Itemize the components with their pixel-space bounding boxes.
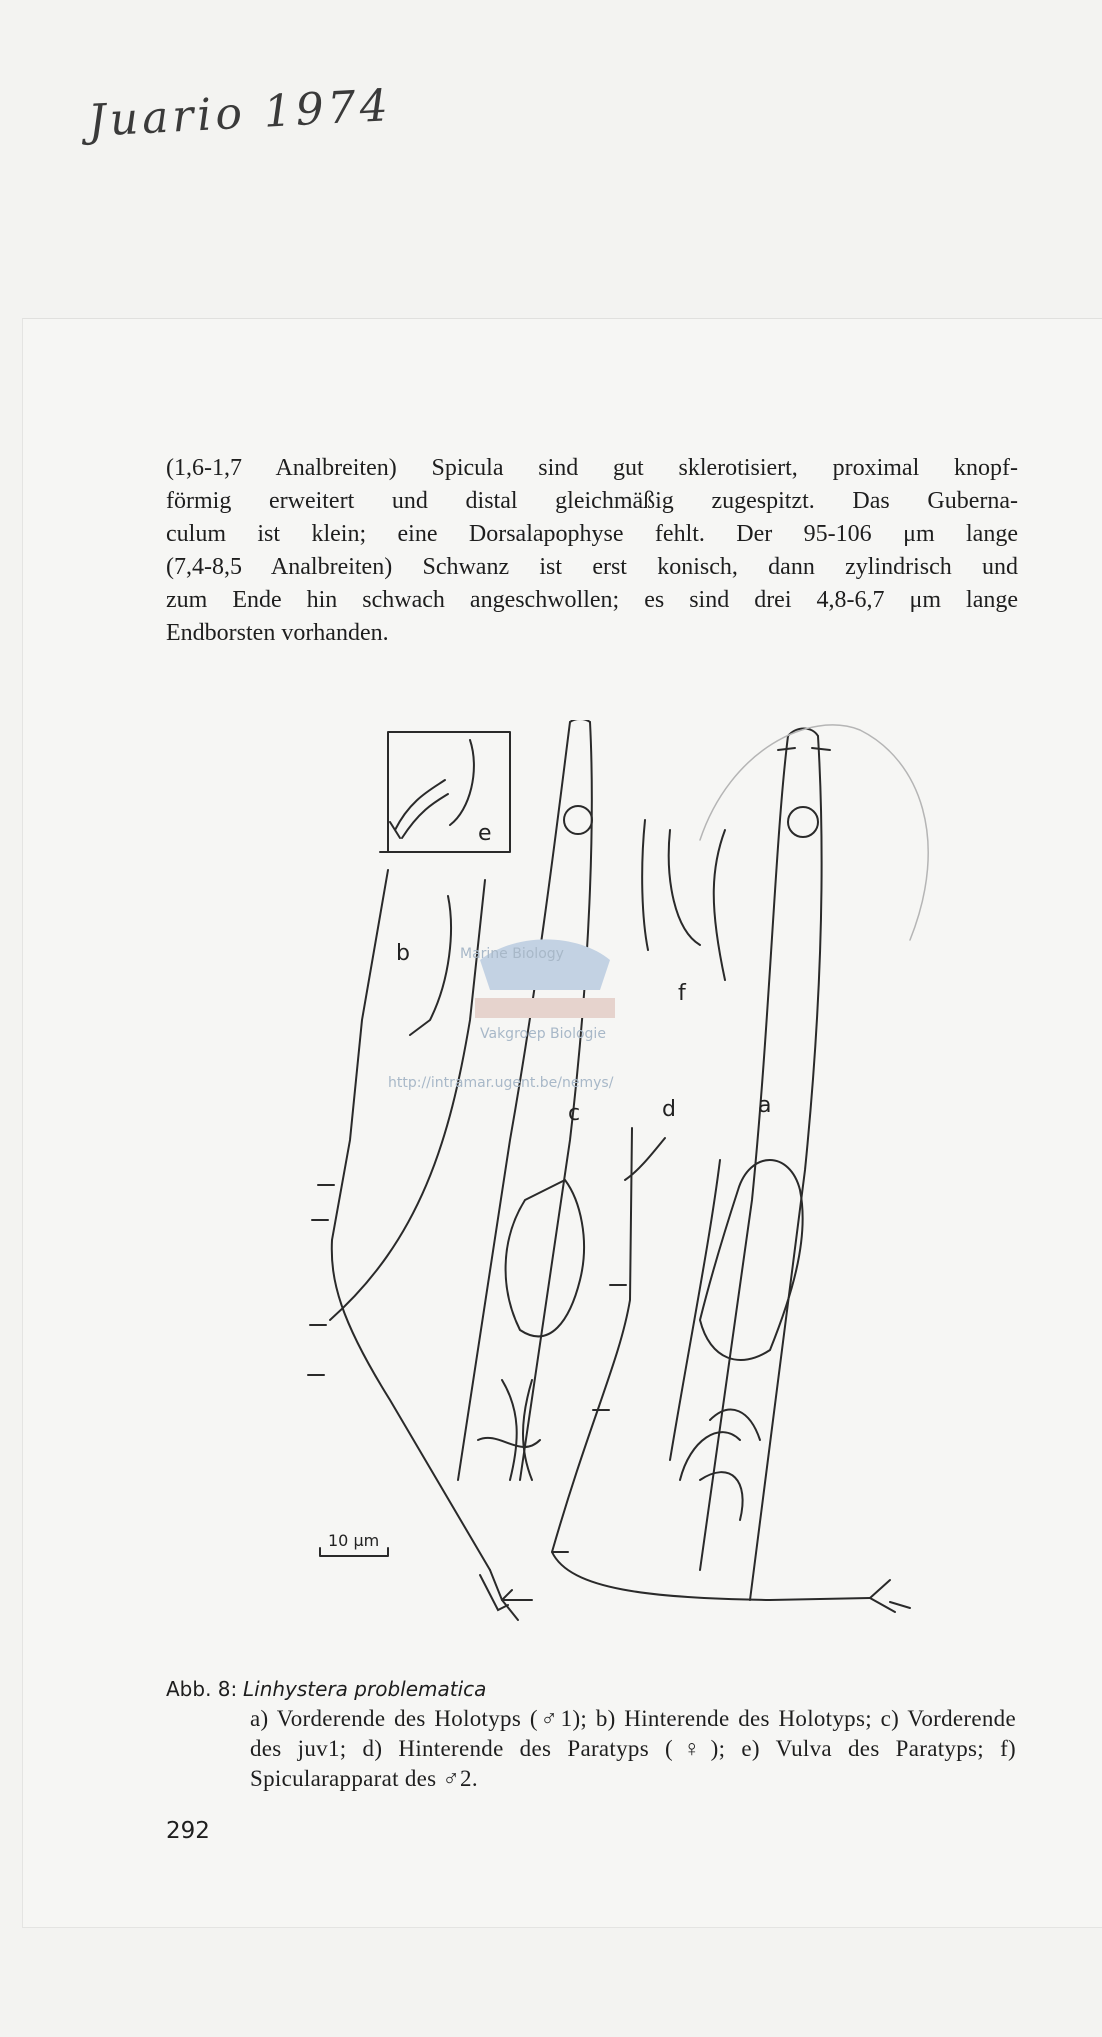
body-line: culum ist klein; eine Dorsalapophyse fehlt. Der 95-106 μm lange (166, 521, 1018, 547)
panel-f-spicules (642, 820, 725, 1006)
page-number: 292 (166, 1818, 210, 1844)
panel-label-e: e (478, 821, 492, 846)
panel-e-vulva (380, 732, 510, 852)
caption-title (166, 1674, 1016, 1704)
watermark-url: http://intramar.ugent.be/nemys/ (388, 1075, 614, 1091)
caption-text: a) Vorderende des Holotyps (♂1); b) Hinterende des Holotyps; c) Vorderende des juv1; d) Hinterende des Paratyps (♀); e) Vulva des Paratyps; f) Spicularapparat des ♂2. (250, 1706, 1016, 1791)
panel-label-c: c (568, 1101, 581, 1126)
figure-caption (166, 1674, 1016, 1794)
panel-label-a: a (758, 1093, 772, 1118)
body-line: zum Ende hin schwach angeschwollen; es sind drei 4,8-6,7 μm lange (166, 587, 1018, 613)
watermark-top-text: Marine Biology (460, 946, 564, 962)
scale-bar (320, 1531, 388, 1556)
panel-a-anterior (680, 729, 830, 1601)
panel-label-b: b (396, 941, 410, 966)
body-paragraph (166, 452, 1018, 650)
body-line: (1,6-1,7 Analbreiten) Spicula sind gut sklerotisiert, proximal knopf- (166, 455, 1018, 481)
body-line: förmig erweitert und distal gleichmäßig zugespitzt. Das Guberna- (166, 488, 1018, 514)
figure-8 (270, 720, 940, 1670)
panel-label-d: d (662, 1097, 676, 1122)
handwritten-note: Juario 1974 (86, 80, 393, 147)
body-line: (7,4-8,5 Analbreiten) Schwanz ist erst konisch, dann zylindrisch und (166, 554, 1018, 580)
scale-bar-label: 10 μm (328, 1531, 380, 1550)
body-line: Endborsten vorhanden. (166, 620, 389, 646)
panel-label-f: f (678, 981, 686, 1006)
watermark-bottom-text: Vakgroep Biologie (480, 1026, 606, 1042)
watermark (388, 939, 615, 1091)
caption-prefix: Abb. 8: (166, 1677, 238, 1701)
caption-species: Linhystera problematica (243, 1677, 487, 1701)
